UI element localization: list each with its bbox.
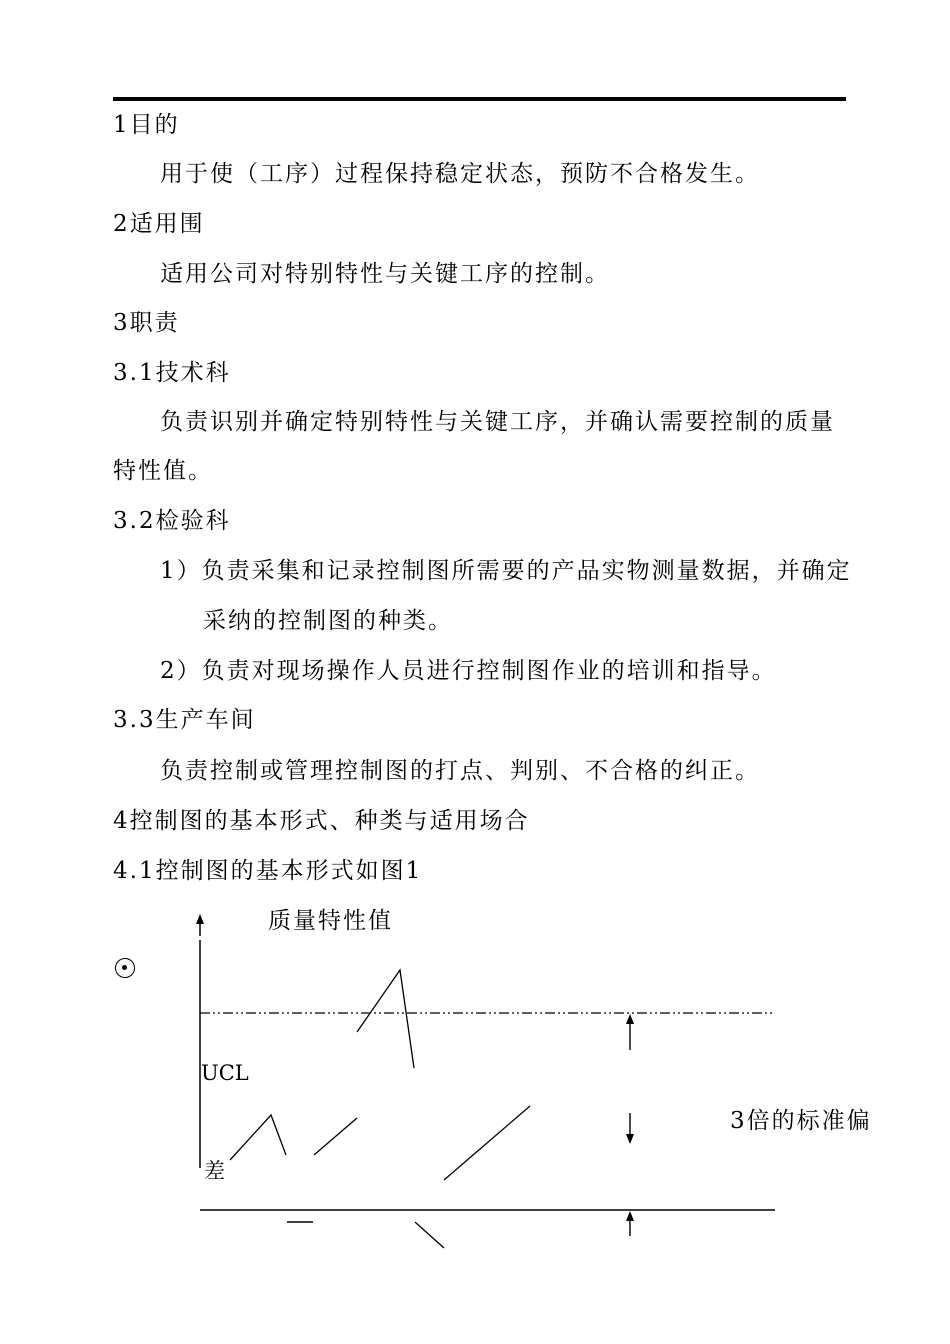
section-3-heading: 3职责	[113, 310, 180, 336]
arrow-up-lower-head	[626, 1211, 634, 1221]
section-3-2-item1-line2: 采纳的控制图的种类。	[203, 608, 453, 634]
header-rule	[113, 97, 846, 101]
ucl-label: UCL	[201, 1061, 249, 1085]
section-3-2-item1-line1: 1）负责采集和记录控制图所需要的产品实物测量数据，并确定	[160, 558, 852, 584]
sigma-label: 3倍的标准偏	[730, 1108, 872, 1134]
y-axis-arrowhead	[196, 914, 204, 924]
trace-segment-4	[444, 1106, 530, 1180]
trace-segment-5	[415, 1222, 444, 1248]
arrow-up-upper-head	[626, 1014, 634, 1024]
section-2-heading: 2适用围	[113, 211, 205, 237]
section-3-1-heading: 3.1技术科	[113, 360, 231, 386]
trace-segment-2	[314, 1118, 357, 1155]
section-1-body: 用于使（工序）过程保持稳定状态，预防不合格发生。	[160, 161, 760, 187]
section-3-2-item2: 2）负责对现场操作人员进行控制图作业的培训和指导。	[160, 658, 777, 684]
section-3-2-heading: 3.2检验科	[113, 508, 231, 534]
section-1-heading: 1目的	[113, 112, 180, 138]
cha-label: 差	[204, 1159, 225, 1183]
y-axis-label: 质量特性值	[268, 908, 393, 934]
section-3-1-body-line2: 特性值。	[113, 458, 213, 484]
section-4-heading: 4控制图的基本形式、种类与适用场合	[113, 808, 530, 834]
section-4-1-heading: 4.1控制图的基本形式如图1	[113, 858, 423, 884]
bullet-circle-icon	[115, 958, 135, 978]
section-3-1-body-line1: 负责识别并确定特别特性与关键工序，并确认需要控制的质量	[160, 409, 835, 435]
arrow-down-head	[626, 1134, 634, 1144]
trace-segment-3	[357, 970, 414, 1068]
section-3-3-body: 负责控制或管理控制图的打点、判别、不合格的纠正。	[160, 758, 760, 784]
trace-segment-1	[230, 1115, 286, 1160]
section-3-3-heading: 3.3生产车间	[113, 707, 256, 733]
section-2-body: 适用公司对特别特性与关键工序的控制。	[160, 261, 610, 287]
